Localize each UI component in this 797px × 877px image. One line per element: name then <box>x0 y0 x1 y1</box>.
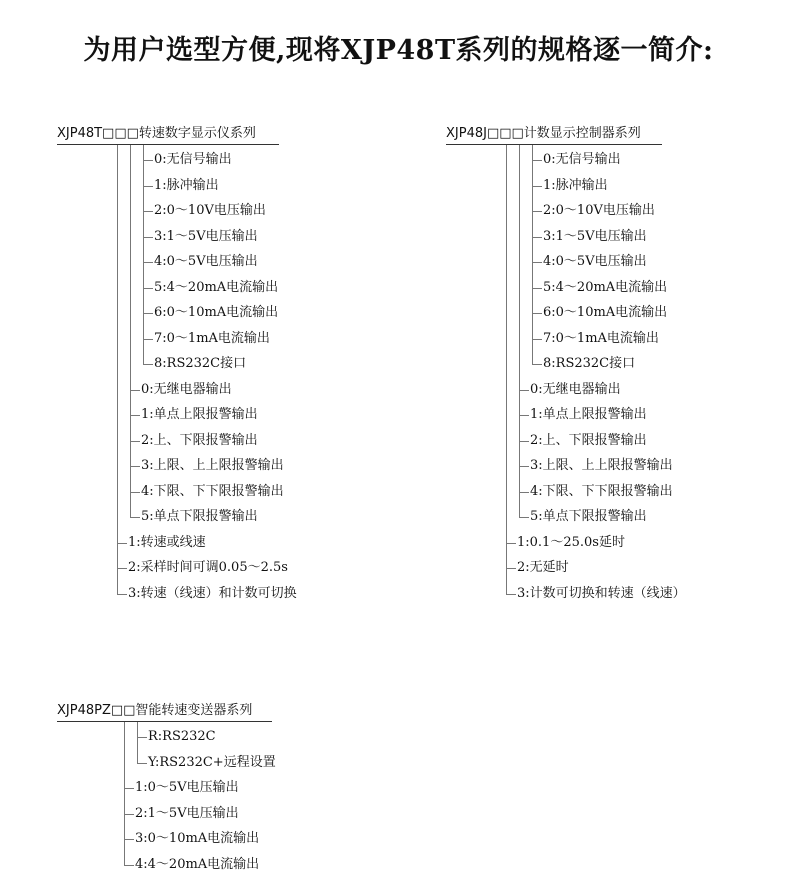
series-header: XJP48PZ□□智能转速变送器系列 <box>57 703 253 718</box>
option-item: 4:0～5V电压输出 <box>154 254 258 269</box>
option-item: 2:上、下限报警输出 <box>530 433 647 448</box>
option-item: 2:无延时 <box>517 560 569 575</box>
option-item: 1:脉冲输出 <box>543 178 608 193</box>
series-header: XJP48J□□□计数显示控制器系列 <box>446 126 641 141</box>
option-item: Y:RS232C+远程设置 <box>148 755 276 770</box>
branch-connector <box>532 262 542 263</box>
branch-connector <box>519 517 529 518</box>
branch-connector <box>143 211 153 212</box>
option-item: 0:无继电器输出 <box>530 382 621 397</box>
series-header: XJP48T□□□转速数字显示仪系列 <box>57 126 256 141</box>
option-item: 1:0.1～25.0s延时 <box>517 535 625 550</box>
branch-connector <box>130 441 140 442</box>
option-item: 6:0～10mA电流输出 <box>154 305 279 320</box>
branch-connector <box>124 788 134 789</box>
branch-trunk <box>117 145 118 595</box>
branch-connector <box>143 339 153 340</box>
option-item: 7:0～1mA电流输出 <box>543 331 659 346</box>
branch-connector <box>532 288 542 289</box>
branch-connector <box>519 415 529 416</box>
branch-connector <box>143 313 153 314</box>
option-item: 3:1～5V电压输出 <box>154 229 258 244</box>
branch-connector <box>532 339 542 340</box>
branch-trunk <box>137 722 138 764</box>
branch-connector <box>130 517 140 518</box>
option-item: 1:单点上限报警输出 <box>530 407 647 422</box>
option-item: 3:上限、上上限报警输出 <box>530 458 673 473</box>
option-item: 4:4～20mA电流输出 <box>135 857 260 872</box>
branch-connector <box>143 288 153 289</box>
option-item: 6:0～10mA电流输出 <box>543 305 668 320</box>
branch-connector <box>130 466 140 467</box>
option-item: 2:采样时间可调0.05～2.5s <box>128 560 288 575</box>
branch-connector <box>124 839 134 840</box>
branch-connector <box>532 364 542 365</box>
option-item: 5:4～20mA电流输出 <box>543 280 668 295</box>
branch-trunk <box>124 722 125 866</box>
option-item: 3:0～10mA电流输出 <box>135 831 260 846</box>
branch-connector <box>124 865 134 866</box>
option-item: 3:上限、上上限报警输出 <box>141 458 284 473</box>
branch-trunk <box>532 145 533 365</box>
branch-connector <box>519 441 529 442</box>
branch-connector <box>130 492 140 493</box>
header-underline <box>57 721 272 722</box>
branch-connector <box>130 390 140 391</box>
branch-trunk <box>506 145 507 595</box>
branch-connector <box>117 568 127 569</box>
option-item: 2:上、下限报警输出 <box>141 433 258 448</box>
option-item: 0:无继电器输出 <box>141 382 232 397</box>
option-item: 8:RS232C接口 <box>154 356 247 371</box>
branch-trunk <box>519 145 520 518</box>
branch-connector <box>117 594 127 595</box>
option-item: R:RS232C <box>148 729 216 744</box>
option-item: 5:4～20mA电流输出 <box>154 280 279 295</box>
header-underline <box>57 144 279 145</box>
option-item: 1:单点上限报警输出 <box>141 407 258 422</box>
option-item: 1:0～5V电压输出 <box>135 780 239 795</box>
page-title: 为用户选型方便,现将XJP48T系列的规格逐一简介: <box>83 35 714 66</box>
option-item: 5:单点下限报警输出 <box>141 509 258 524</box>
branch-connector <box>506 594 516 595</box>
option-item: 5:单点下限报警输出 <box>530 509 647 524</box>
option-item: 2:1～5V电压输出 <box>135 806 239 821</box>
branch-connector <box>519 466 529 467</box>
branch-connector <box>143 262 153 263</box>
branch-connector <box>532 313 542 314</box>
branch-connector <box>143 160 153 161</box>
branch-connector <box>532 211 542 212</box>
branch-connector <box>137 763 147 764</box>
branch-connector <box>532 160 542 161</box>
option-item: 3:1～5V电压输出 <box>543 229 647 244</box>
branch-connector <box>143 364 153 365</box>
branch-connector <box>143 237 153 238</box>
branch-trunk <box>143 145 144 365</box>
branch-connector <box>519 390 529 391</box>
branch-connector <box>532 186 542 187</box>
option-item: 3:计数可切换和转速（线速） <box>517 586 686 601</box>
branch-connector <box>532 237 542 238</box>
branch-connector <box>506 568 516 569</box>
option-item: 4:下限、下下限报警输出 <box>141 484 284 499</box>
option-item: 1:脉冲输出 <box>154 178 219 193</box>
branch-connector <box>143 186 153 187</box>
branch-connector <box>519 492 529 493</box>
option-item: 0:无信号输出 <box>154 152 232 167</box>
option-item: 2:0～10V电压输出 <box>154 203 266 218</box>
branch-connector <box>130 415 140 416</box>
branch-connector <box>124 814 134 815</box>
branch-connector <box>117 543 127 544</box>
header-underline <box>446 144 662 145</box>
option-item: 2:0～10V电压输出 <box>543 203 655 218</box>
option-item: 4:0～5V电压输出 <box>543 254 647 269</box>
option-item: 8:RS232C接口 <box>543 356 636 371</box>
branch-connector <box>137 737 147 738</box>
option-item: 4:下限、下下限报警输出 <box>530 484 673 499</box>
option-item: 7:0～1mA电流输出 <box>154 331 270 346</box>
option-item: 0:无信号输出 <box>543 152 621 167</box>
branch-trunk <box>130 145 131 518</box>
option-item: 1:转速或线速 <box>128 535 206 550</box>
option-item: 3:转速（线速）和计数可切换 <box>128 586 297 601</box>
branch-connector <box>506 543 516 544</box>
